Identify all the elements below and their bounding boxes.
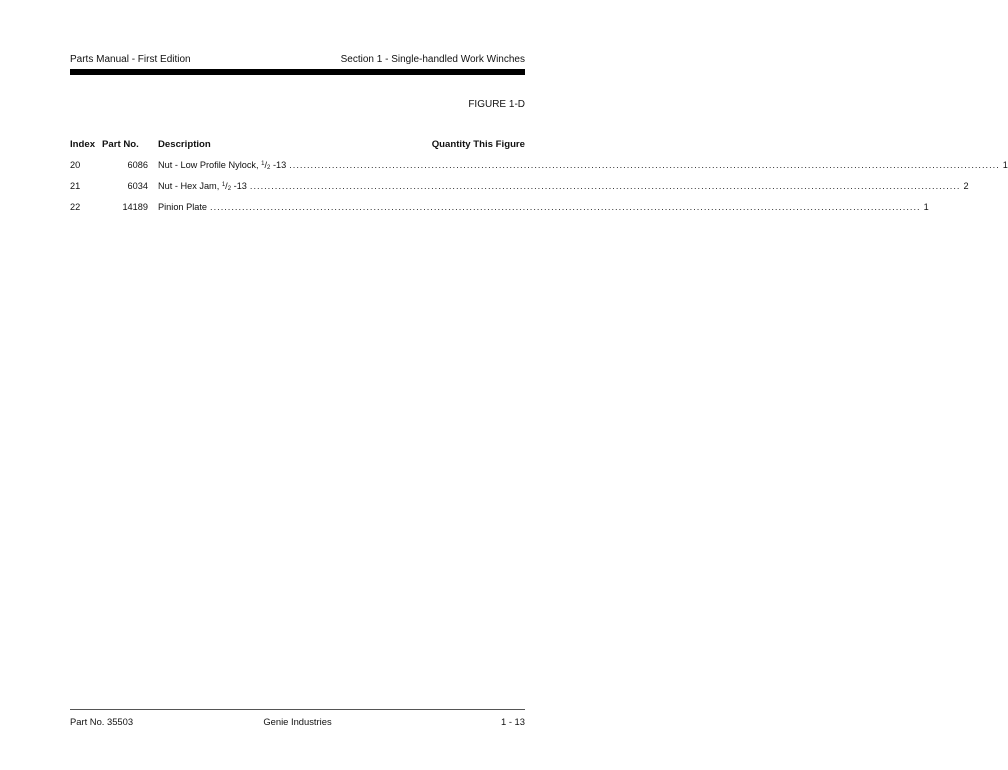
page-header-left: Parts Manual - First Edition (70, 54, 191, 65)
footer-part-number: Part No. 35503 (70, 716, 134, 727)
row-quantity: 1 (1002, 160, 1008, 170)
footer-company: Genie Industries (263, 716, 332, 727)
header-part-no: Part No. (102, 139, 139, 150)
description-text: Pinion Plate (158, 202, 208, 212)
table-row (70, 181, 969, 202)
figure-label: FIGURE 1-D (468, 99, 525, 110)
row-part-no: 6034 (127, 181, 148, 191)
row-part-no: 14189 (122, 202, 148, 212)
dot-leader: ........................................................................................................................................................................................................ (289, 160, 1000, 170)
table-header-row (70, 139, 525, 160)
footer-rule (70, 709, 525, 710)
header-description: Description (158, 139, 211, 150)
table-row (70, 202, 929, 223)
page-header-right: Section 1 - Single-handled Work Winches (340, 54, 525, 65)
parts-table (70, 139, 1008, 223)
row-description (158, 160, 1008, 171)
row-description (158, 181, 969, 192)
table-row (70, 160, 1008, 181)
row-description (158, 202, 929, 213)
dot-leader: ........................................................................................................................................................................................................ (249, 181, 961, 191)
row-quantity: 1 (923, 202, 929, 212)
dot-leader: ........................................................................................................................................................................................................ (210, 202, 921, 212)
row-quantity: 2 (963, 181, 969, 191)
row-index: 21 (70, 181, 81, 191)
header-index: Index (70, 139, 96, 150)
page-number: 1 - 13 (501, 716, 525, 727)
row-index: 20 (70, 160, 81, 170)
description-text: Nut - Low Profile Nylock, $^1/_2$ -13 (158, 160, 287, 171)
row-index: 22 (70, 202, 81, 212)
row-part-no: 6086 (127, 160, 148, 170)
header-quantity: Quantity This Figure (431, 139, 525, 150)
header-rule (70, 69, 525, 75)
description-text: Nut - Hex Jam, $^1/_2$ -13 (158, 181, 247, 192)
